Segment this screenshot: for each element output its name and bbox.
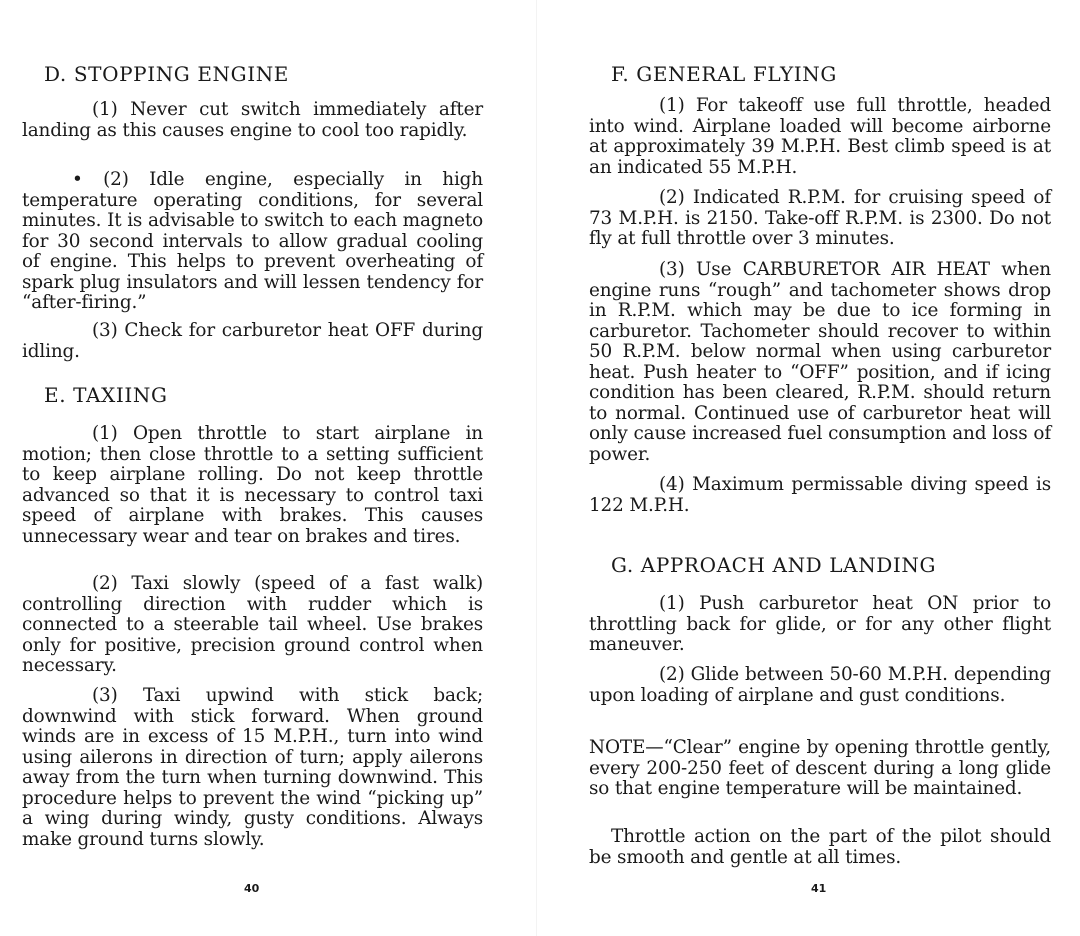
paragraph: (3) Taxi upwind with stick back; downwind with stick forward. When ground winds are in excess of 15 M.P.H., turn into wind using ailerons in direction of turn; apply ailerons away from the turn when turning downwind. This procedure helps to prevent the wind “picking up” a wing during windy, gusty conditions. Always make ground turns slowly. (22, 685, 483, 850)
paragraph: (2) Taxi slowly (speed of a fast walk) controlling direction with rudder which is connected to a steerable tail wheel. Use brakes only for positive, precision ground control when necessary. (22, 573, 483, 676)
section-g-para-2 (589, 665, 1051, 706)
paragraph: • (2) Idle engine, especially in high temperature operating conditions, for several minutes. It is advisable to switch to each magneto for 30 second intervals to allow gradual cooling of engine. This helps to prevent overheating of spark plug insulators and will lessen tendency for “after-firing.” (22, 169, 483, 313)
paragraph: (2) Glide between 50-60 M.P.H. depending upon loading of airplane and gust conditions. (589, 664, 1051, 706)
section-f-para-1 (589, 96, 1051, 178)
section-g-heading: G. APPROACH AND LANDING (611, 553, 937, 577)
note-paragraph: NOTE—“Clear” engine by opening throttle gently, every 200-250 feet of descent during a long glide so that engine temperature will be maintained. (589, 737, 1051, 799)
section-g-closing (589, 827, 1051, 868)
section-d-para-2 (22, 170, 483, 314)
gutter (536, 0, 537, 936)
section-e-para-2 (22, 574, 483, 677)
section-g-para-1 (589, 594, 1051, 656)
section-g-note (589, 738, 1051, 800)
paragraph: (1) Open throttle to start airplane in motion; then close throttle to a setting sufficient to keep airplane rolling. Do not keep throttle advanced so that it is necessary to control taxi speed of airplane with brakes. This causes unnecessary wear and tear on brakes and tires. (22, 423, 483, 547)
section-f-para-3 (589, 260, 1051, 465)
section-f-para-4 (589, 475, 1051, 516)
section-e-para-1 (22, 424, 483, 547)
section-d-para-3 (22, 321, 483, 362)
paragraph: (1) For takeoff use full throttle, headed into wind. Airplane loaded will become airborne at approximately 39 M.P.H. Best climb speed is at an indicated 55 M.P.H. (589, 95, 1051, 178)
left-page (22, 0, 483, 936)
section-e-heading: E. TAXIING (44, 383, 168, 407)
right-page (589, 0, 1051, 936)
paragraph: (3) Use CARBURETOR AIR HEAT when engine runs “rough” and tachometer shows drop in R.P.M. which may be due to ice forming in carburetor. Tachometer should recover to within 50 R.P.M. below normal when using carburetor heat. Push heater to “OFF” position, and if icing condition has been cleared, R.P.M. should return to normal. Continued use of carburetor heat will only cause increased fuel consumption and loss of power. (589, 259, 1051, 465)
section-f-para-2 (589, 188, 1051, 250)
section-f-heading: F. GENERAL FLYING (611, 62, 837, 86)
section-d-para-1 (22, 100, 483, 141)
section-e-para-3 (22, 686, 483, 850)
paragraph: (3) Check for carburetor heat OFF during idling. (22, 320, 483, 362)
closing-paragraph: Throttle action on the part of the pilot should be smooth and gentle at all times. (589, 826, 1051, 868)
page-number: 41 (811, 882, 827, 895)
section-d-heading: D. STOPPING ENGINE (44, 62, 289, 86)
page-number: 40 (244, 882, 260, 895)
paragraph: (4) Maximum permissable diving speed is 122 M.P.H. (589, 474, 1051, 516)
paragraph: (2) Indicated R.P.M. for cruising speed of 73 M.P.H. is 2150. Take-off R.P.M. is 2300. Do not fly at full throttle over 3 minutes. (589, 187, 1051, 249)
paragraph: (1) Never cut switch immediately after landing as this causes engine to cool too rapidly. (22, 99, 483, 141)
paragraph: (1) Push carburetor heat ON prior to throttling back for glide, or for any other flight maneuver. (589, 593, 1051, 655)
